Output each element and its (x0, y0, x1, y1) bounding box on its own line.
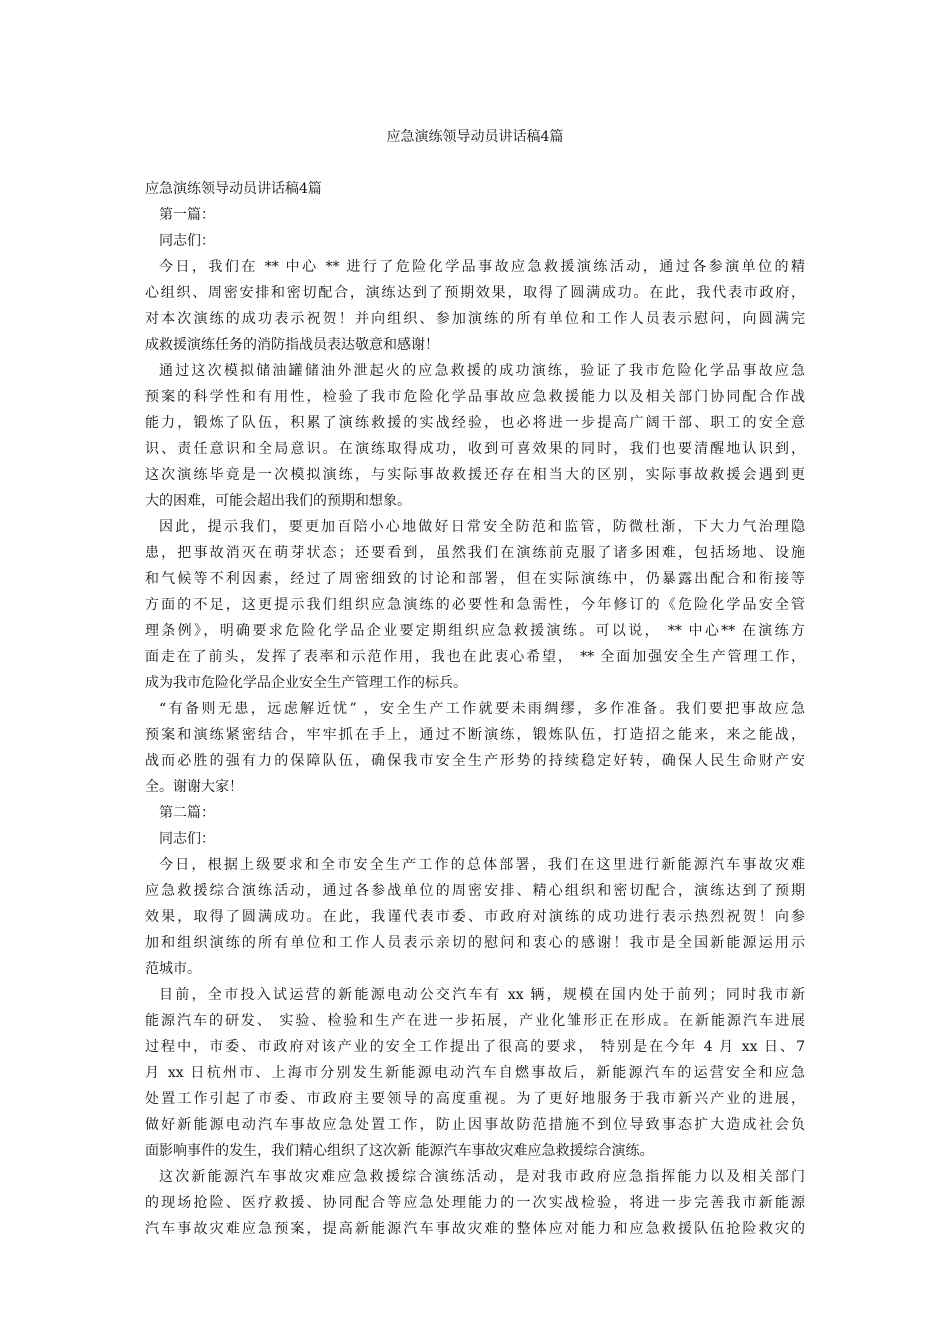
text-line: 预案和演练紧密结合，牢牢抓在手上，通过不断演练，锻炼队伍，打造招之能来，来之能战， (145, 727, 805, 743)
text-line: 方面的不足，这更提示我们组织应急演练的必要性和急需性，今年修订的《危险化学品安全管 (145, 597, 805, 613)
text-line: 月 xx 日杭州市、上海市分别发生新能源电动汽车自燃事故后，新能源汽车的运营安全和应急 (145, 1065, 805, 1081)
text-line: 汽车事故灾难应急预案，提高新能源汽车事故灾难的整体应对能力和应急救援队伍抢险救灾的 (145, 1221, 805, 1237)
text-line: 第二篇： (159, 805, 215, 821)
text-line: 这次演练毕竟是一次模拟演练，与实际事故救援还存在相当大的区别，实际事故救援会遇到更 (145, 467, 805, 483)
document-body (145, 176, 805, 1242)
text-line: 应急演练领导动员讲话稿4篇 (145, 181, 322, 197)
text-line: 因此，提示我们，要更加百陪小心地做好日常安全防范和监管，防微杜渐，下大力气治理隐 (159, 519, 805, 535)
text-line: 今日，我们在 ** 中心 ** 进行了危险化学品事故应急救援演练活动，通过各参演单位的精 (159, 259, 805, 275)
text-line: 通过这次模拟储油罐储油外泄起火的应急救援的成功演练，验证了我市危险化学品事故应急 (159, 363, 805, 379)
text-line: 能力，锻炼了队伍，积累了演练救援的实战经验，也必将进一步提高广阔干部、职工的安全意 (145, 415, 805, 431)
text-line: 效果，取得了圆满成功。在此，我谨代表市委、市政府对演练的成功进行表示热烈祝贺！向参 (145, 909, 805, 925)
text-line: 同志们： (159, 233, 215, 249)
text-line: 范城市。 (145, 961, 201, 977)
text-line: 的现场抢险、医疗救援、协同配合等应急处理能力的一次实战检验，将进一步完善我市新能源 (145, 1195, 805, 1211)
text-line: 和气候等不利因素，经过了周密细致的讨论和部署，但在实际演练中，仍暴露出配合和衔接等 (145, 571, 805, 587)
text-line: 今日，根据上级要求和全市安全生产工作的总体部署，我们在这里进行新能源汽车事故灾难 (159, 857, 805, 873)
text-line: “有备则无患，远虑解近忧” ，安全生产工作就要未雨绸缪，多作准备。我们要把事故应急 (159, 701, 805, 717)
text-line: 第一篇： (159, 207, 215, 223)
text-line: 加和组织演练的所有单位和工作人员表示亲切的慰问和衷心的感谢！我市是全国新能源运用示 (145, 935, 805, 951)
text-line: 理条例》，明确要求危险化学品企业要定期组织应急救援演练。可以说， ** 中心** 在演练方 (145, 623, 805, 639)
text-line: 目前，全市投入试运营的新能源电动公交汽车有 xx 辆，规模在国内处于前列；同时我市新 (159, 987, 805, 1003)
text-line: 患，把事故消灭在萌芽状态；还要看到，虽然我们在演练前克服了诸多困难，包括场地、设施 (145, 545, 805, 561)
text-line: 对本次演练的成功表示祝贺！并向组织、参加演练的所有单位和工作人员表示慰问，向圆满完 (145, 311, 805, 327)
text-line: 能源汽车的研发、 实验、检验和生产在进一步拓展，产业化雏形正在形成。在新能源汽车进展 (145, 1013, 805, 1029)
text-line: 心组织、周密安排和密切配合，演练达到了预期效果，取得了圆满成功。在此，我代表市政府， (145, 285, 805, 301)
text-line: 全。谢谢大家！ (145, 779, 243, 795)
text-line: 识、责任意识和全局意识。在演练取得成功，收到可喜效果的同时，我们也要清醒地认识到， (145, 441, 805, 457)
text-line: 大的困难，可能会超出我们的预期和想象。 (145, 493, 411, 509)
text-line: 过程中，市委、市政府对该产业的安全工作提出了很高的要求， 特别是在今年 4 月 xx 日、7 (145, 1039, 805, 1055)
text-line: 这次新能源汽车事故灾难应急救援综合演练活动，是对我市政府应急指挥能力以及相关部门 (159, 1169, 805, 1185)
text-line: 应急救援综合演练活动，通过各参战单位的周密安排、精心组织和密切配合，演练达到了预期 (145, 883, 805, 899)
text-line: 战而必胜的强有力的保障队伍，确保我市安全生产形势的持续稳定好转，确保人民生命财产安 (145, 753, 805, 769)
text-line: 预案的科学性和有用性，检验了我市危险化学品事故应急救援能力以及相关部门协同配合作战 (145, 389, 805, 405)
page-title: 应急演练领导动员讲话稿4篇 (386, 129, 564, 145)
text-line: 成救援演练任务的消防指战员表达敬意和感谢！ (145, 337, 439, 353)
text-line: 做好新能源电动汽车事故应急处置工作，防止因事故防范措施不到位导致事态扩大造成社会负 (145, 1117, 805, 1133)
text-line: 面走在了前头，发挥了表率和示范作用，我也在此衷心希望， ** 全面加强安全生产管理工作， (145, 649, 805, 665)
text-line: 成为我市危险化学品企业安全生产管理工作的标兵。 (145, 675, 467, 691)
text-line: 同志们： (159, 831, 215, 847)
text-line: 处置工作引起了市委、市政府主要领导的高度重视。为了更好地服务于我市新兴产业的进展， (145, 1091, 805, 1107)
text-line: 面影响事件的发生，我们精心组织了这次新 能源汽车事故灾难应急救援综合演练。 (145, 1143, 654, 1159)
